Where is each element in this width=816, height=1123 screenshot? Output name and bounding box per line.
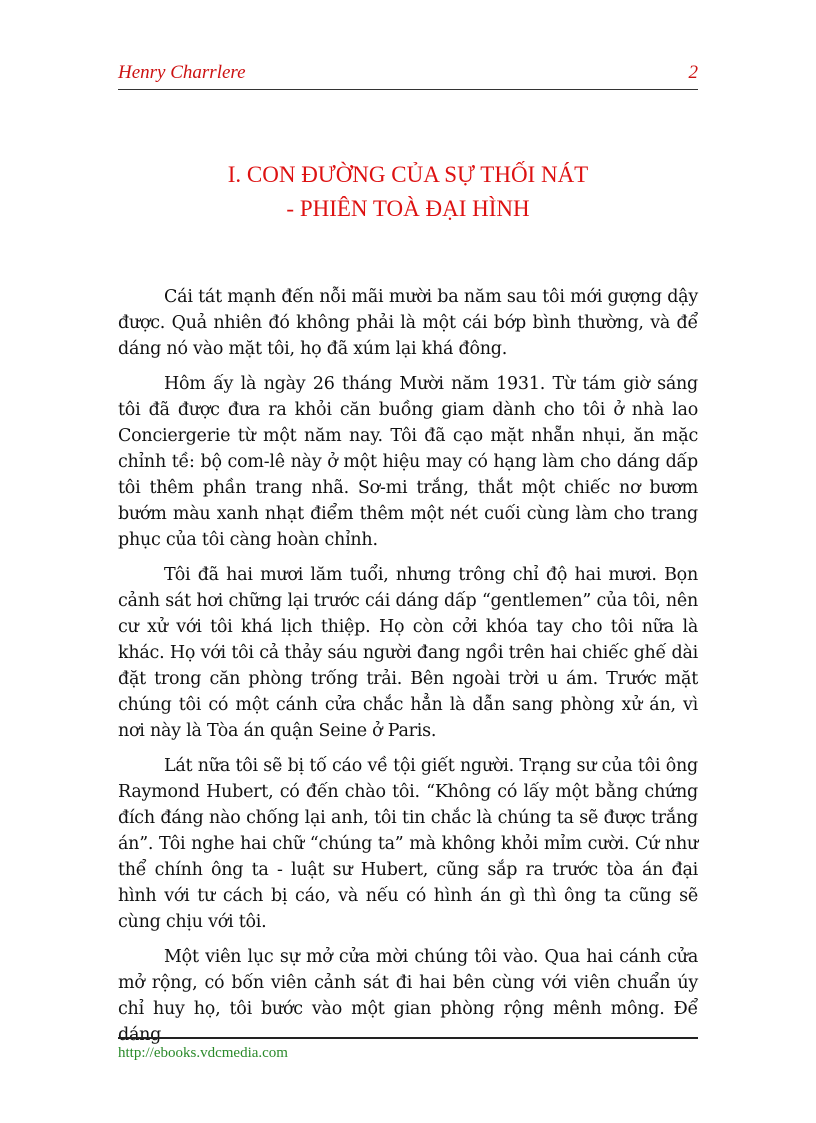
paragraph: Tôi đã hai mươi lăm tuổi, nhưng trông chỉ độ hai mươi. Bọn cảnh sát hơi chững lại trước cái dáng dấp “gentlemen” của tôi, nên cư xử với tôi khá lịch thiệp. Họ còn cởi khóa tay cho tôi nữa là khác. Họ với tôi cả thảy sáu người đang ngồi trên hai chiếc ghế dài đặt trong căn phòng trống trải. Bên ngoài trời u ám. Trước mặt chúng tôi có một cánh cửa chắc hẳn là dẫn sang phòng xử án, vì nơi này là Tòa án quận Seine ở Paris. xyxy=(118,565,698,741)
paragraph: Hôm ấy là ngày 26 tháng Mười năm 1931. Từ tám giờ sáng tôi đã được đưa ra khỏi căn buồng giam dành cho tôi ở nhà lao Conciergerie từ một năm nay. Tôi đã cạo mặt nhẵn nhụi, ăn mặc chỉnh tề: bộ com-lê này ở một hiệu may có hạng làm cho dáng dấp tôi thêm phần trang nhã. Sơ-mi trắng, thắt một chiếc nơ bươm bướm màu xanh nhạt điểm thêm một nét cuối cùng làm cho trang phục của tôi càng hoàn chỉnh. xyxy=(118,374,698,550)
paragraph: Cái tát mạnh đến nỗi mãi mười ba năm sau tôi mới gượng dậy được. Quả nhiên đó không phải là một cái bớp bình thường, và để dáng nó vào mặt tôi, họ đã xúm lại khá đông. xyxy=(118,287,698,359)
body-text xyxy=(118,284,698,1057)
footer-divider xyxy=(118,1037,698,1039)
chapter-title-line-2: - PHIÊN TOÀ ĐẠI HÌNH xyxy=(286,196,530,221)
page-number: 2 xyxy=(688,62,698,83)
running-header xyxy=(118,62,698,86)
footer-url[interactable]: http://ebooks.vdcmedia.com xyxy=(118,1045,288,1061)
header-divider xyxy=(118,89,698,90)
paragraph: Một viên lục sự mở cửa mời chúng tôi vào. Qua hai cánh cửa mở rộng, có bốn viên cảnh sát đi hai bên cùng với viên chuẩn úy chỉ huy họ, tôi bước vào một gian phòng rộng mênh mông. Để dáng xyxy=(118,947,698,1045)
header-author: Henry Charrlere xyxy=(118,62,246,83)
paragraph: Lát nữa tôi sẽ bị tố cáo về tội giết người. Trạng sư của tôi ông Raymond Hubert, có đến chào tôi. “Không có lấy một bằng chứng đích đáng nào chống lại anh, tôi tin chắc là chúng ta sẽ được trắng án”. Tôi nghe hai chữ “chúng ta” mà không khỏi mỉm cười. Cứ như thể chính ông ta - luật sư Hubert, cũng sắp ra trước tòa án đại hình với tư cách bị cáo, và nếu có hình án gì thì ông ta cũng sẽ cùng chịu với tôi. xyxy=(118,756,698,932)
chapter-title-line-1: I. CON ĐƯỜNG CỦA SỰ THỐI NÁT xyxy=(227,162,589,187)
chapter-title xyxy=(118,158,698,226)
